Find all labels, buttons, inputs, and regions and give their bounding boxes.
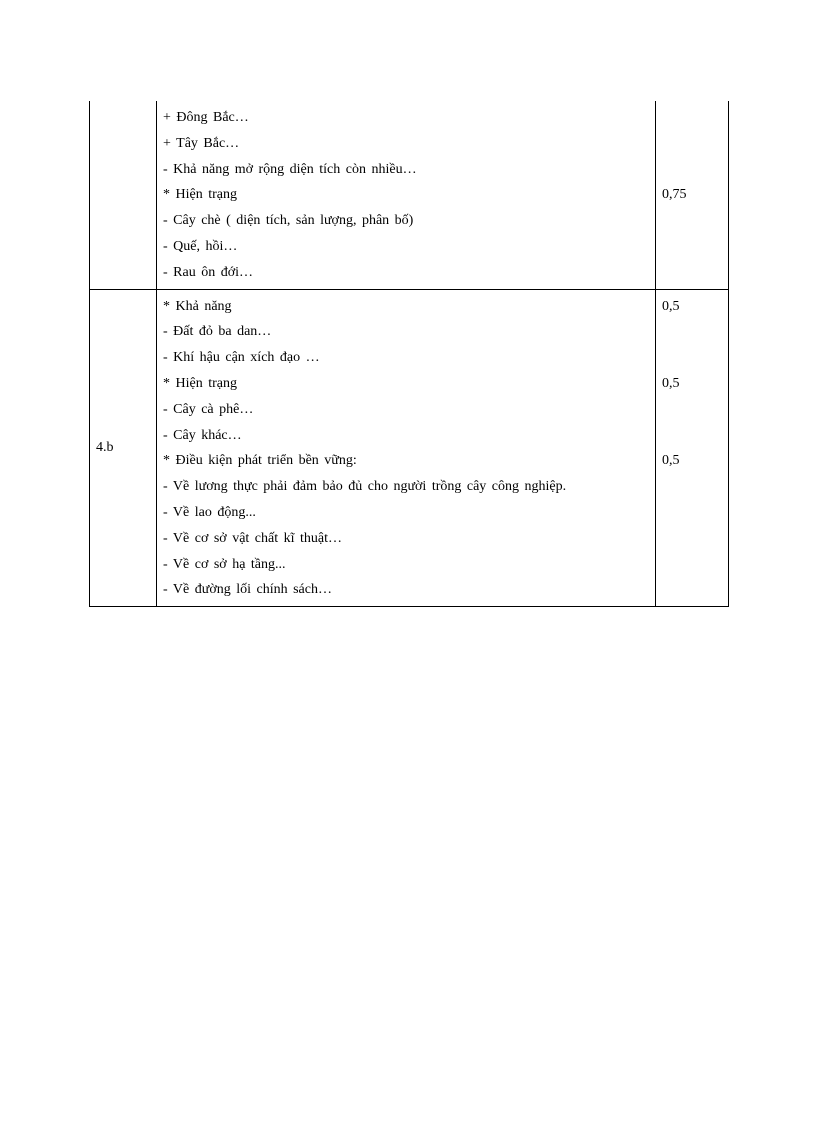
score-value: [662, 474, 728, 500]
score-value: 0,5: [662, 298, 680, 314]
score-value: 0,5: [662, 375, 680, 391]
content-line: * Khả năng: [163, 298, 232, 314]
content-line: - Về cơ sở hạ tầng...: [163, 556, 286, 572]
content-line: - Cây cà phê…: [163, 401, 254, 417]
content-line: - Về lao động...: [163, 504, 256, 520]
score-value: [662, 423, 728, 449]
score-value: 0,75: [662, 186, 687, 202]
score-value: [662, 319, 728, 345]
content-line: - Về lương thực phải đảm bảo đủ cho người trồng cây công nghiệp.: [163, 479, 567, 495]
score-value: [662, 500, 728, 526]
content-line: - Về cơ sở vật chất kĩ thuật…: [163, 530, 343, 546]
content-line: * Hiện trạng: [163, 375, 237, 391]
table-row: [90, 289, 729, 607]
table-row: [90, 101, 729, 289]
content-line: + Tây Bắc…: [163, 135, 240, 151]
content-line: - Cây chè ( diện tích, sản lượng, phân bố): [163, 213, 414, 229]
score-cell: [656, 101, 729, 289]
question-label: 4.b: [96, 439, 114, 455]
score-value: [662, 552, 728, 578]
question-label-cell: [90, 101, 157, 289]
content-line: - Khí hậu cận xích đạo …: [163, 350, 320, 366]
content-line: - Khả năng mở rộng diện tích còn nhiều…: [163, 161, 417, 177]
content-line: - Cây khác…: [163, 427, 242, 443]
score-value: [662, 397, 728, 423]
question-label-cell: [90, 289, 157, 607]
score-value: [662, 577, 728, 603]
score-value: [662, 345, 728, 371]
content-line: - Quế, hồi…: [163, 238, 238, 254]
content-line: * Điều kiện phát triển bền vững:: [163, 453, 357, 469]
score-value: 0,5: [662, 453, 680, 469]
content-line: * Hiện trạng: [163, 187, 237, 203]
content-line: - Rau ôn đới…: [163, 264, 254, 280]
content-line: + Đông Bắc…: [163, 110, 249, 125]
content-line: - Về đường lối chính sách…: [163, 582, 332, 598]
score-value: [662, 526, 728, 552]
content-cell: [157, 289, 656, 607]
content-line: - Đất đỏ ba dan…: [163, 324, 272, 340]
score-cell: [656, 289, 729, 607]
answer-key-table: [89, 101, 729, 607]
content-cell: [157, 101, 656, 289]
